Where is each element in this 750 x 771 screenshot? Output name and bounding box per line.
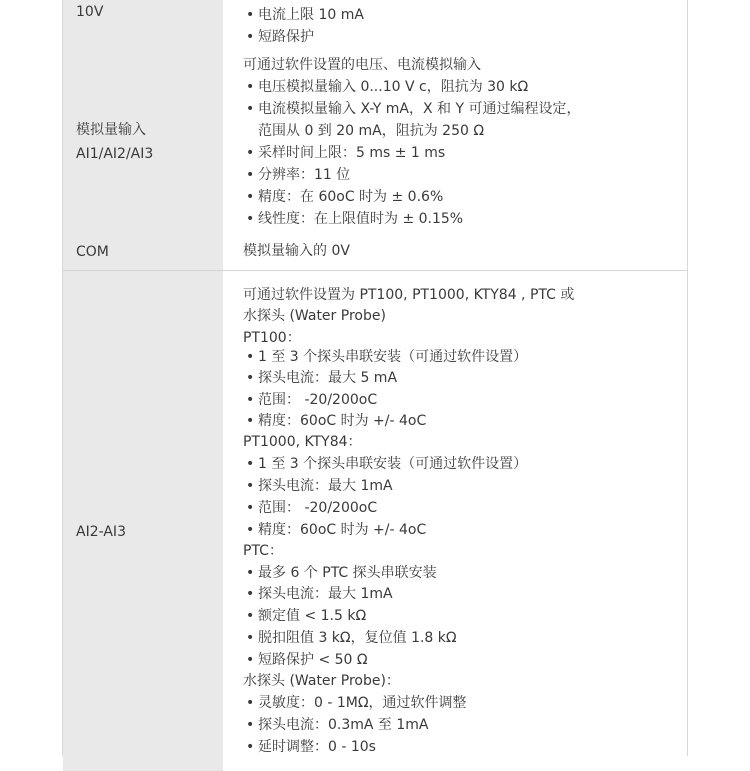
label-cell bbox=[63, 0, 223, 50]
spec-line: • 范围： -20/200oC bbox=[246, 498, 377, 519]
spec-row-analog-input bbox=[63, 50, 687, 236]
spec-row-ai2-ai3 bbox=[63, 271, 687, 771]
value-cell bbox=[223, 0, 687, 50]
row-label: COM bbox=[76, 244, 109, 260]
spec-line: • 电流上限 10 mA bbox=[246, 5, 364, 26]
label-cell bbox=[63, 50, 223, 235]
row-label: 10V bbox=[76, 4, 104, 20]
value-cell bbox=[223, 271, 687, 771]
spec-line: 模拟量输入的 0V bbox=[243, 243, 350, 259]
spec-row-com bbox=[63, 235, 687, 271]
spec-line: • 最多 6 个 PTC 探头串联安装 bbox=[246, 563, 437, 584]
spec-line: • 分辨率：11 位 bbox=[246, 165, 350, 186]
label-cell bbox=[63, 235, 223, 270]
spec-line: • 1 至 3 个探头串联安装（可通过软件设置） bbox=[246, 454, 527, 475]
spec-line: PT100： bbox=[243, 330, 301, 346]
spec-line: • 延时调整：0 - 10s bbox=[246, 737, 376, 758]
spec-line: • 电压模拟量输入 0...10 V c，阻抗为 30 kΩ bbox=[246, 77, 528, 98]
spec-line: • 探头电流：最大 5 mA bbox=[246, 368, 397, 389]
value-cell bbox=[223, 50, 687, 235]
spec-line: 可通过软件设置为 PT100, PT1000, KTY84 , PTC 或 bbox=[243, 287, 575, 303]
spec-line: 水探头 (Water Probe)： bbox=[243, 673, 400, 689]
row-label: AI2-AI3 bbox=[76, 524, 126, 540]
spec-line: • 灵敏度：0 - 1MΩ，通过软件调整 bbox=[246, 693, 467, 714]
spec-line: • 线性度：在上限值时为 ± 0.15% bbox=[246, 209, 463, 230]
spec-line: • 1 至 3 个探头串联安装（可通过软件设置） bbox=[246, 347, 527, 368]
value-cell bbox=[223, 235, 687, 270]
spec-line: 可通过软件设置的电压、电流模拟输入 bbox=[243, 57, 481, 73]
spec-line: • 额定值 < 1.5 kΩ bbox=[246, 606, 366, 627]
spec-line: • 精度：在 60oC 时为 ± 0.6% bbox=[246, 187, 443, 208]
spec-line: • 精度：60oC 时为 +/- 4oC bbox=[246, 411, 426, 432]
spec-line: • 范围： -20/200oC bbox=[246, 390, 377, 411]
spec-line: • 电流模拟量输入 X-Y mA，X 和 Y 可通过编程设定， bbox=[246, 99, 580, 120]
spec-line: PTC： bbox=[243, 543, 283, 559]
row-label: 模拟量输入 bbox=[76, 122, 146, 138]
spec-line: • 采样时间上限：5 ms ± 1 ms bbox=[246, 143, 445, 164]
spec-line: • 探头电流：最大 1mA bbox=[246, 476, 393, 497]
spec-line: • 精度：60oC 时为 +/- 4oC bbox=[246, 520, 426, 541]
spec-line: PT1000, KTY84： bbox=[243, 434, 362, 450]
spec-line: • 探头电流：最大 1mA bbox=[246, 584, 393, 605]
spec-line: • 脱扣阻值 3 kΩ，复位值 1.8 kΩ bbox=[246, 628, 457, 649]
spec-table bbox=[62, 0, 688, 756]
spec-row-10v bbox=[63, 0, 687, 51]
spec-line: 范围从 0 到 20 mA，阻抗为 250 Ω bbox=[258, 123, 485, 139]
row-label: AI1/AI2/AI3 bbox=[76, 146, 154, 162]
spec-line: • 短路保护 bbox=[246, 27, 314, 48]
spec-line: • 探头电流：0.3mA 至 1mA bbox=[246, 715, 429, 736]
spec-line: 水探头 (Water Probe) bbox=[243, 308, 386, 324]
spec-line: • 短路保护 < 50 Ω bbox=[246, 650, 368, 671]
label-cell bbox=[63, 271, 223, 771]
